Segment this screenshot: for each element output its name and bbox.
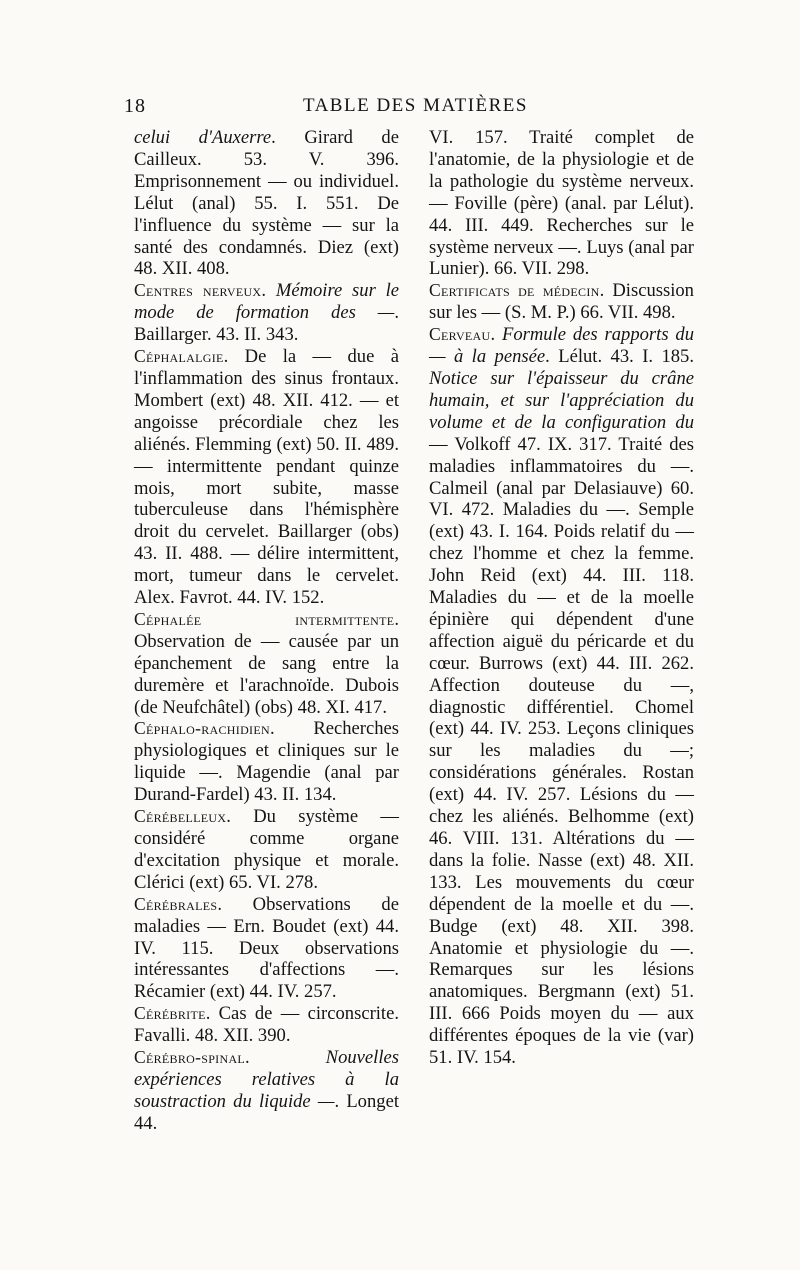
entry-heading: Certificats de médecin xyxy=(429,280,600,301)
entry-text: . Girard de Cailleux. 53. V. 396. Emprisonnement — ou individuel. Lélut (anal) 55. I. 551. De l'influence du système — sur la santé des condamnés. Diez (ext) 48. XII. 408. xyxy=(134,127,399,280)
right-column xyxy=(429,127,694,1069)
index-entry xyxy=(429,324,694,1069)
index-entry xyxy=(134,806,399,894)
entry-text: . Recherches physiologiques et cliniques sur le liquide —. Magendie (anal par Durand-Fardel) 43. II. 134. xyxy=(134,718,399,806)
entry-heading: Céphalée intermittente xyxy=(134,608,395,629)
index-entry xyxy=(429,127,694,280)
left-column xyxy=(134,127,399,1135)
entry-heading: Cerveau xyxy=(429,324,491,345)
entry-title-italic: Notice sur l'épaisseur du crâne humain, et sur l'appréciation du volume et de la configuration du xyxy=(429,367,694,433)
entry-text: VI. 157. Traité complet de l'anatomie, de la physiologie et de la pathologie du système nerveux. — Foville (père) (anal. par Lélut). 44. III. 449. Recherches sur le système nerveux —. Luys (anal par Lunier). 66. VII. 298. xyxy=(429,127,694,280)
entry-heading: Cérébrales xyxy=(134,893,218,914)
entry-text: . Baillarger. 43. II. 343. xyxy=(134,302,399,346)
index-entry xyxy=(134,1047,399,1135)
index-entry xyxy=(134,280,399,346)
index-entry xyxy=(429,280,694,324)
entry-title-italic: Formule des rapports du — à la pensée xyxy=(429,324,695,368)
entry-text: . De la — due à l'inflammation des sinus frontaux. Mombert (ext) 48. XII. 412. — et angoisse précordiale chez les aliénés. Flemming (ext) 50. II. 489. — intermittente pendant quinze mois, mort subite, masse tuberculeuse dans l'hémisphère droit du cervelet. Baillarger (obs) 43. II. 488. — délire intermittent, mort, tumeur dans le cervelet. Alex. Favrot. 44. IV. 152. xyxy=(134,346,399,609)
entry-text: . Lélut. 43. I. 185. xyxy=(545,346,694,368)
entry-text: — Volkoff 47. IX. 317. Traité des maladies inflammatoires du —. Calmeil (anal par Delasiauve) 60. VI. 472. Maladies du —. Semple (ext) 43. I. 164. Poids relatif du — chez l'homme et chez la femme. John Reid (ext) 44. III. 118. Maladies du — et de la moelle épinière qui dépendent d'une affection aiguë du péricarde et du cœur. Burrows (ext) 44. III. 262. Affection douteuse du —, diagnostic différentiel. Chomel (ext) 44. IV. 253. Leçons cliniques sur les maladies du —; considérations générales. Rostan (ext) 44. IV. 257. Lésions du — chez les aliénés. Belhomme (ext) 46. VIII. 131. Altérations du — dans la folie. Nasse (ext) 48. XII. 133. Les mouvements du cœur dépendent de la moelle et du —. Budge (ext) 48. XII. 398. Anatomie et physiologie du —. Remarques sur les lésions anatomiques. Bergmann (ext) 51. III. 666 Poids moyen du — aux différentes époques de la vie (var) 51. IV. 154. xyxy=(429,433,694,1069)
entry-heading: Cérébelleux xyxy=(134,806,227,827)
entry-text: . Discussion sur les — (S. M. P.) 66. VII. 498. xyxy=(429,280,694,324)
entry-text: . xyxy=(261,280,276,302)
entry-heading: Cérébro-spinal xyxy=(134,1047,246,1068)
entry-title-italic: celui d'Auxerre xyxy=(134,127,272,148)
entry-title-italic: Mémoire sur le mode de formation des — xyxy=(134,280,400,324)
entry-text: . xyxy=(245,1047,326,1069)
entry-text: . xyxy=(490,324,502,346)
running-head: TABLE DES MATIÈRES xyxy=(303,95,528,116)
entry-text: . Observations de maladies — Ern. Boudet (ext) 44. IV. 115. Deux observations intéressantes d'affections —. Récamier (ext) 44. IV. 257. xyxy=(134,893,399,1003)
index-entry xyxy=(134,1003,399,1047)
entry-heading: Centres nerveux xyxy=(134,280,262,301)
index-entry xyxy=(134,127,399,280)
index-entry xyxy=(134,718,399,806)
entry-text: . Observation de — causée par un épanchement de sang entre la duremère et l'arachnoïde. Dubois (de Neufchâtel) (obs) 48. XI. 417. xyxy=(134,608,399,718)
page-number: 18 xyxy=(124,95,146,117)
entry-text: . Longet 44. xyxy=(134,1090,399,1134)
index-entry xyxy=(134,346,399,609)
index-entry xyxy=(134,609,399,719)
entry-title-italic: Nouvelles expériences relatives à la soustraction du liquide — xyxy=(134,1047,399,1112)
entry-text: . Du système — considéré comme organe d'excitation physique et morale. Clérici (ext) 65. VI. 278. xyxy=(134,806,399,893)
entry-heading: Céphalalgie xyxy=(134,346,224,367)
entry-text: . Cas de — circonscrite. Favalli. 48. XII. 390. xyxy=(134,1003,399,1047)
entry-heading: Céphalo-rachidien xyxy=(134,718,270,739)
entry-heading: Cérébrite xyxy=(134,1003,206,1024)
index-entry xyxy=(134,894,399,1004)
page-header xyxy=(0,95,800,125)
